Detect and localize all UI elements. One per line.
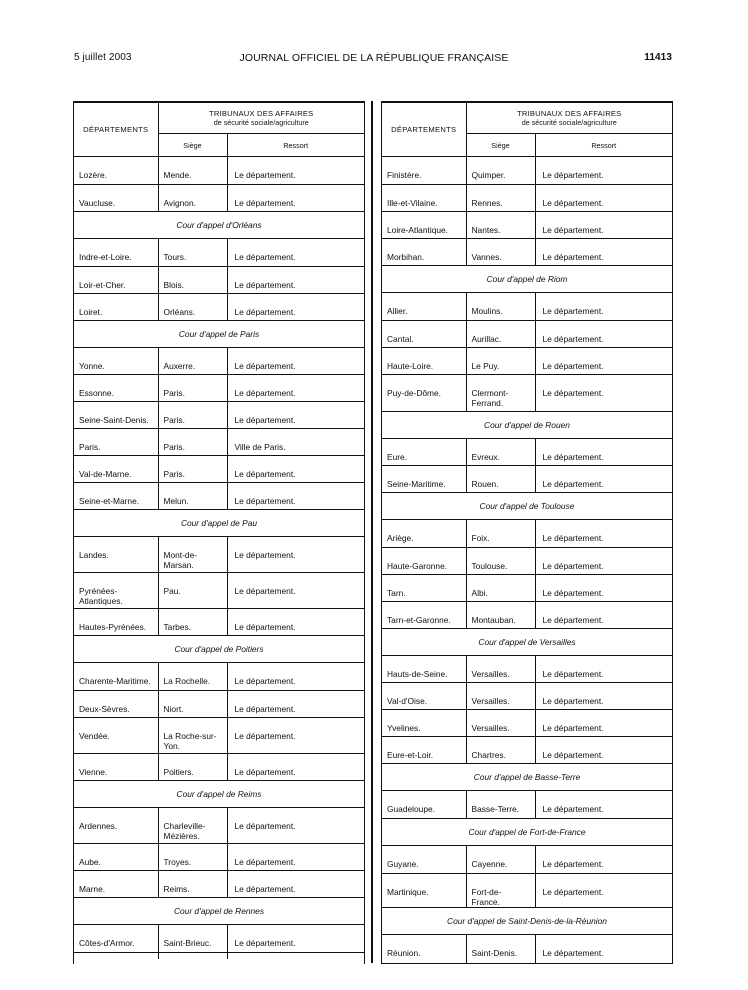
- departement-cell: Réunion.: [382, 935, 466, 964]
- siege-cell: Le Puy.: [466, 348, 535, 375]
- court-heading-row: [382, 819, 672, 846]
- journal-title: JOURNAL OFFICIEL DE LA RÉPUBLIQUE FRANÇAISE: [239, 52, 509, 64]
- court-appel-label: Cour d'appel de Poitiers: [74, 636, 364, 663]
- ressort-cell: Le département.: [227, 456, 364, 483]
- siege-cell: Orléans.: [158, 294, 227, 321]
- ressort-cell: Le département.: [227, 691, 364, 718]
- court-heading-row: [74, 510, 364, 537]
- table-row: [74, 239, 364, 267]
- departement-cell: Hautes-Pyrénées.: [74, 609, 158, 636]
- table-row: [382, 602, 672, 629]
- ressort-cell: Le département.: [227, 483, 364, 510]
- departement-cell: Finistère.: [382, 157, 466, 185]
- court-heading-row: [74, 321, 364, 348]
- siege-cell: Versailles.: [466, 656, 535, 683]
- ressort-cell: Le département.: [535, 321, 672, 348]
- table-row: [74, 185, 364, 212]
- table-row: [74, 483, 364, 510]
- departement-cell: Eure.: [382, 439, 466, 466]
- left-column: [73, 101, 365, 964]
- siege-cell: Paris.: [158, 402, 227, 429]
- ressort-cell: Le département.: [227, 663, 364, 691]
- departement-cell: Haute-Loire.: [382, 348, 466, 375]
- departement-cell: Vendée.: [74, 718, 158, 754]
- court-heading-row: [74, 898, 364, 925]
- departement-cell: Eure-et-Loir.: [382, 737, 466, 764]
- court-appel-label: Cour d'appel d'Orléans: [74, 212, 364, 239]
- table-row: [382, 439, 672, 466]
- siege-cell: Fort-de-France.: [466, 874, 535, 908]
- ressort-cell: Le département.: [535, 935, 672, 964]
- siege-cell: Albi.: [466, 575, 535, 602]
- header-siege: Siège: [466, 134, 535, 157]
- ressort-cell: Le département.: [535, 874, 672, 908]
- table-row: [74, 348, 364, 375]
- table-row: [74, 663, 364, 691]
- siege-cell: Reims.: [158, 871, 227, 898]
- table-row: [74, 609, 364, 636]
- header-ressort: Ressort: [227, 134, 364, 157]
- departement-cell: Cantal.: [382, 321, 466, 348]
- departement-cell: Vienne.: [74, 754, 158, 781]
- table-row: [382, 710, 672, 737]
- siege-cell: Mende.: [158, 157, 227, 185]
- court-appel-label: Cour d'appel de Rennes: [74, 898, 364, 925]
- siege-cell: Aurillac.: [466, 321, 535, 348]
- ressort-cell: Le département.: [227, 718, 364, 754]
- ressort-cell: Ville de Paris.: [227, 429, 364, 456]
- siege-cell: Tarbes.: [158, 609, 227, 636]
- ressort-cell: Le département.: [227, 925, 364, 953]
- siege-cell: Vannes.: [466, 239, 535, 266]
- ressort-cell: Le département.: [535, 575, 672, 602]
- table-row: [382, 375, 672, 412]
- siege-cell: Toulouse.: [466, 548, 535, 575]
- siege-cell: Moulins.: [466, 293, 535, 321]
- departement-cell: Allier.: [382, 293, 466, 321]
- ressort-cell: Le département.: [227, 871, 364, 898]
- siege-cell: Paris.: [158, 429, 227, 456]
- departement-cell: Loire-Atlantique.: [382, 212, 466, 239]
- continuation-cell: [158, 953, 227, 960]
- table-row: [74, 375, 364, 402]
- court-appel-label: Cour d'appel de Versailles: [382, 629, 672, 656]
- table-row: [382, 737, 672, 764]
- departement-cell: Aube.: [74, 844, 158, 871]
- ressort-cell: Le département.: [227, 239, 364, 267]
- table-row: [382, 548, 672, 575]
- siege-cell: Clermont-Ferrand.: [466, 375, 535, 412]
- ressort-cell: Le département.: [227, 573, 364, 609]
- table-row: [382, 212, 672, 239]
- departement-cell: Val-de-Marne.: [74, 456, 158, 483]
- table-row: [382, 293, 672, 321]
- siege-cell: Pau.: [158, 573, 227, 609]
- table-row: [382, 185, 672, 212]
- header-siege: Siège: [158, 134, 227, 157]
- ressort-cell: Le département.: [535, 348, 672, 375]
- siege-cell: Poitiers.: [158, 754, 227, 781]
- departement-cell: Deux-Sèvres.: [74, 691, 158, 718]
- departement-cell: Lozère.: [74, 157, 158, 185]
- departement-cell: Martinique.: [382, 874, 466, 908]
- departement-cell: Yonne.: [74, 348, 158, 375]
- ressort-cell: Le département.: [535, 548, 672, 575]
- departement-cell: Ariège.: [382, 520, 466, 548]
- siege-cell: Auxerre.: [158, 348, 227, 375]
- ressort-cell: Le département.: [227, 294, 364, 321]
- ressort-cell: Le département.: [535, 293, 672, 321]
- header-departements: DÉPARTEMENTS: [382, 103, 466, 157]
- table-row: [382, 466, 672, 493]
- table-row: [74, 402, 364, 429]
- departement-cell: Marne.: [74, 871, 158, 898]
- departement-cell: Seine-Saint-Denis.: [74, 402, 158, 429]
- header-tribunaux: TRIBUNAUX DES AFFAIRES de sécurité sociale/agriculture: [466, 103, 672, 134]
- table-row: [74, 157, 364, 185]
- departement-cell: Loir-et-Cher.: [74, 267, 158, 294]
- table-row: [74, 925, 364, 953]
- ressort-cell: Le département.: [535, 520, 672, 548]
- table-row: [74, 294, 364, 321]
- page-number: 11413: [644, 52, 672, 63]
- departement-cell: Indre-et-Loire.: [74, 239, 158, 267]
- siege-cell: Paris.: [158, 375, 227, 402]
- court-heading-row: [74, 781, 364, 808]
- siege-cell: Mont-de-Marsan.: [158, 537, 227, 573]
- ressort-cell: Le département.: [227, 609, 364, 636]
- departement-cell: Val-d'Oise.: [382, 683, 466, 710]
- departement-cell: Ardennes.: [74, 808, 158, 844]
- table-continuation: [74, 953, 364, 960]
- court-appel-label: Cour d'appel de Riom: [382, 266, 672, 293]
- table-row: [74, 537, 364, 573]
- departement-cell: Ille-et-Vilaine.: [382, 185, 466, 212]
- ressort-cell: Le département.: [227, 402, 364, 429]
- ressort-cell: Le département.: [535, 466, 672, 493]
- siege-cell: Nantes.: [466, 212, 535, 239]
- ressort-cell: Le département.: [227, 537, 364, 573]
- header-tribunaux: TRIBUNAUX DES AFFAIRES de sécurité sociale/agriculture: [158, 103, 364, 134]
- departement-cell: Essonne.: [74, 375, 158, 402]
- ressort-cell: Le département.: [227, 157, 364, 185]
- departement-cell: Paris.: [74, 429, 158, 456]
- siege-cell: Tours.: [158, 239, 227, 267]
- court-appel-label: Cour d'appel de Basse-Terre: [382, 764, 672, 791]
- table-row: [74, 808, 364, 844]
- siege-cell: Quimper.: [466, 157, 535, 185]
- siege-cell: Saint-Brieuc.: [158, 925, 227, 953]
- table-row: [74, 267, 364, 294]
- table-row: [382, 683, 672, 710]
- continuation-cell: [227, 953, 364, 960]
- table-row: [74, 844, 364, 871]
- court-heading-row: [382, 412, 672, 439]
- table-row: [382, 656, 672, 683]
- siege-cell: La Roche-sur-Yon.: [158, 718, 227, 754]
- tribunals-table-right: [382, 102, 672, 964]
- ressort-cell: Le département.: [535, 239, 672, 266]
- column-divider: [371, 101, 373, 963]
- court-heading-row: [382, 764, 672, 791]
- departement-cell: Seine-Maritime.: [382, 466, 466, 493]
- departement-cell: Puy-de-Dôme.: [382, 375, 466, 412]
- siege-cell: Paris.: [158, 456, 227, 483]
- departement-cell: Haute-Garonne.: [382, 548, 466, 575]
- ressort-cell: Le département.: [227, 844, 364, 871]
- siege-cell: Avignon.: [158, 185, 227, 212]
- table-row: [382, 520, 672, 548]
- ressort-cell: Le département.: [227, 267, 364, 294]
- table-row: [382, 874, 672, 908]
- court-appel-label: Cour d'appel de Saint-Denis-de-la-Réunion: [382, 908, 672, 935]
- ressort-cell: Le département.: [535, 710, 672, 737]
- header-departements: DÉPARTEMENTS: [74, 103, 158, 157]
- departement-cell: Seine-et-Marne.: [74, 483, 158, 510]
- table-row: [382, 846, 672, 874]
- table-row: [74, 456, 364, 483]
- departement-cell: Hauts-de-Seine.: [382, 656, 466, 683]
- departement-cell: Loiret.: [74, 294, 158, 321]
- ressort-cell: Le département.: [227, 348, 364, 375]
- departement-cell: Guadeloupe.: [382, 791, 466, 819]
- ressort-cell: Le département.: [227, 808, 364, 844]
- court-appel-label: Cour d'appel de Pau: [74, 510, 364, 537]
- ressort-cell: Le département.: [535, 683, 672, 710]
- siege-cell: Versailles.: [466, 710, 535, 737]
- ressort-cell: Le département.: [535, 185, 672, 212]
- court-heading-row: [382, 493, 672, 520]
- table-row: [382, 935, 672, 964]
- table-row: [382, 575, 672, 602]
- ressort-cell: Le département.: [535, 439, 672, 466]
- siege-cell: La Rochelle.: [158, 663, 227, 691]
- departement-cell: Charente-Maritime.: [74, 663, 158, 691]
- right-column: [381, 101, 673, 964]
- siege-cell: Versailles.: [466, 683, 535, 710]
- ressort-cell: Le département.: [535, 656, 672, 683]
- ressort-cell: Le département.: [535, 157, 672, 185]
- court-heading-row: [74, 212, 364, 239]
- ressort-cell: Le département.: [535, 212, 672, 239]
- table-row: [74, 871, 364, 898]
- court-heading-row: [74, 636, 364, 663]
- court-appel-label: Cour d'appel de Fort-de-France: [382, 819, 672, 846]
- header-date: 5 juillet 2003: [74, 52, 132, 63]
- departement-cell: Yvelines.: [382, 710, 466, 737]
- table-row: [74, 573, 364, 609]
- siege-cell: Troyes.: [158, 844, 227, 871]
- siege-cell: Rennes.: [466, 185, 535, 212]
- siege-cell: Rouen.: [466, 466, 535, 493]
- table-row: [382, 348, 672, 375]
- continuation-cell: [74, 953, 158, 960]
- departement-cell: Tarn-et-Garonne.: [382, 602, 466, 629]
- departement-cell: Côtes-d'Armor.: [74, 925, 158, 953]
- table-row: [74, 718, 364, 754]
- court-appel-label: Cour d'appel de Paris: [74, 321, 364, 348]
- siege-cell: Basse-Terre.: [466, 791, 535, 819]
- table-row: [74, 754, 364, 781]
- court-appel-label: Cour d'appel de Toulouse: [382, 493, 672, 520]
- siege-cell: Saint-Denis.: [466, 935, 535, 964]
- ressort-cell: Le département.: [535, 791, 672, 819]
- table-row: [382, 157, 672, 185]
- siege-cell: Blois.: [158, 267, 227, 294]
- tribunals-table-left: [74, 102, 364, 959]
- siege-cell: Melun.: [158, 483, 227, 510]
- court-appel-label: Cour d'appel de Reims: [74, 781, 364, 808]
- court-appel-label: Cour d'appel de Rouen: [382, 412, 672, 439]
- siege-cell: Foix.: [466, 520, 535, 548]
- ressort-cell: Le département.: [227, 185, 364, 212]
- ressort-cell: Le département.: [535, 602, 672, 629]
- ressort-cell: Le département.: [535, 375, 672, 412]
- table-row: [74, 429, 364, 456]
- ressort-cell: Le département.: [227, 754, 364, 781]
- table-row: [382, 791, 672, 819]
- siege-cell: Cayenne.: [466, 846, 535, 874]
- departement-cell: Pyrénées-Atlantiques.: [74, 573, 158, 609]
- court-heading-row: [382, 266, 672, 293]
- header-ressort: Ressort: [535, 134, 672, 157]
- departement-cell: Landes.: [74, 537, 158, 573]
- table-row: [382, 321, 672, 348]
- table-row: [382, 239, 672, 266]
- court-heading-row: [382, 908, 672, 935]
- siege-cell: Chartres.: [466, 737, 535, 764]
- departement-cell: Vaucluse.: [74, 185, 158, 212]
- table-row: [74, 691, 364, 718]
- court-heading-row: [382, 629, 672, 656]
- siege-cell: Niort.: [158, 691, 227, 718]
- siege-cell: Charleville-Mézières.: [158, 808, 227, 844]
- departement-cell: Tarn.: [382, 575, 466, 602]
- ressort-cell: Le département.: [227, 375, 364, 402]
- siege-cell: Evreux.: [466, 439, 535, 466]
- ressort-cell: Le département.: [535, 846, 672, 874]
- departement-cell: Guyane.: [382, 846, 466, 874]
- siege-cell: Montauban.: [466, 602, 535, 629]
- ressort-cell: Le département.: [535, 737, 672, 764]
- departement-cell: Morbihan.: [382, 239, 466, 266]
